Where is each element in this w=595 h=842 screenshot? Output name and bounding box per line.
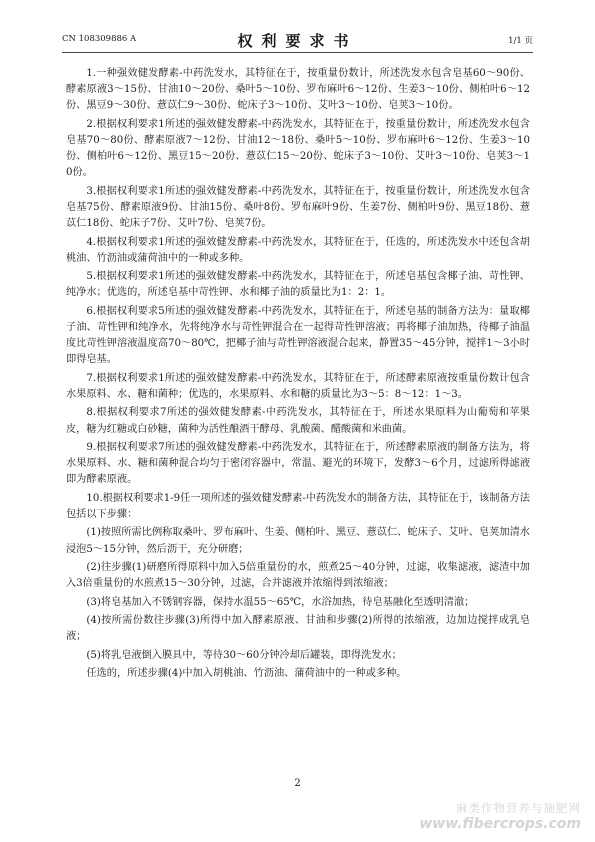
- claims-body: [66, 66, 530, 684]
- page-of-indicator: 1/1 页: [508, 36, 533, 46]
- method-step-5: (5)将乳皂液倒入膜具中，等待30～60分钟冷却后罐装，即得洗发水；: [86, 649, 402, 661]
- claim-7: 7.根据权利要求1所述的强效健发酵素-中药洗发水，其特征在于，所述酵素原液按重量份数计包含水果原料、水、糖和菌种；优选的，水果原料、水和糖的质量比为3～5：8～12：1～3。: [66, 372, 530, 400]
- claim-5: 5.根据权利要求1所述的强效健发酵素-中药洗发水，其特征在于，所述皂基包含椰子油、苛性钾、纯净水；优选的，所述皂基中苛性钾、水和椰子油的质量比为1：2：1。: [66, 271, 530, 299]
- watermark-site-name: 麻类作物营养与施肥网: [456, 801, 581, 815]
- claim-1: 1.一种强效健发酵素-中药洗发水，其特征在于，按重量份数计，所述洗发水包含皂基60～90份、酵素原液3～15份、甘油10～20份、桑叶5～10份、罗布麻叶6～12份、生姜3～10份、侧柏叶6～12份、黑豆9～30份、薏苡仁9～30份、蛇床子3～10份、艾叶3～10份、皂荚3～10份。: [66, 68, 530, 112]
- claim-4: 4.根据权利要求1所述的强效健发酵素-中药洗发水，其特征在于，任选的，所述洗发水中还包含胡桃油、竹沥油或蒲荷油中的一种或多种。: [66, 236, 530, 264]
- claim-6: 6.根据权利要求5所述的强效健发酵素-中药洗发水，其特征在于，所述皂基的制备方法为：量取椰子油、苛性钾和纯净水，先将纯净水与苛性钾混合在一起得苛性钾溶液；再将椰子油加热，待椰子油温度比苛性钾溶液温度高70～80℃，把椰子油与苛性钾溶液混合起来，静置35～45分钟，搅拌1～3小时即得皂基。: [66, 305, 530, 366]
- document-title: 权利要求书: [237, 32, 358, 50]
- page-header: [62, 30, 533, 50]
- method-optional-note: 任选的，所述步骤(4)中加入胡桃油、竹沥油、蒲荷油中的一种或多种。: [86, 667, 407, 679]
- page-number: 2: [294, 778, 301, 789]
- publication-number: CN 108309886 A: [62, 34, 137, 44]
- method-step-1: (1)按照所需比例称取桑叶、罗布麻叶、生姜、侧柏叶、黑豆、薏苡仁、蛇床子、艾叶、皂荚加清水浸泡5～15分钟，然后沥干，充分研磨；: [66, 527, 530, 555]
- method-step-2: (2)往步骤(1)研磨所得原料中加入5倍重量份的水，煎煮25～40分钟，过滤，收集滤液，滤渣中加入3倍重量份的水煎煮15～30分钟，过滤，合并滤液并浓缩得到浓缩液；: [66, 561, 530, 590]
- claim-8: 8.根据权利要求7所述的强效健发酵素-中药洗发水，其特征在于，所述水果原料为山葡萄和苹果皮，糖为红糖或白砂糖，菌种为活性酿酒干酵母、乳酸菌、醋酸菌和米曲菌。: [66, 407, 530, 435]
- site-watermark: [419, 800, 581, 832]
- claim-3: 3.根据权利要求1所述的强效健发酵素-中药洗发水，其特征在于，按重量份数计，所述洗发水包含皂基75份、酵素原液9份、甘油15份、桑叶8份、罗布麻叶9份、生姜7份、侧柏叶9份、黑豆18份、薏苡仁18份、蛇床子7份、艾叶7份、皂荚7份。: [66, 185, 530, 230]
- header-divider: [62, 52, 533, 53]
- claim-10: 10.根据权利要求1-9任一项所述的强效健发酵素-中药洗发水的制备方法，其特征在于，该制备方法包括以下步骤：: [66, 492, 530, 520]
- claim-9: 9.根据权利要求7所述的强效健发酵素-中药洗发水，其特征在于，所述酵素原液的制备方法为，将水果原料、水、糖和菌种混合均匀于密闭容器中，常温、避光的环境下，发酵3～6个月，过滤所得滤液即为酵素原液。: [66, 441, 530, 486]
- claim-2: 2.根据权利要求1所述的强效健发酵素-中药洗发水，其特征在于，按重量份数计，所述洗发水包含皂基70～80份、酵素原液7～12份、甘油12～18份、桑叶5～10份、罗布麻叶6～12份、生姜3～10份、侧柏叶6～12份、黑豆15～20份、薏苡仁15～20份、蛇床子3～10份、艾叶3～10份、皂荚3～10份。: [66, 118, 530, 179]
- watermark-url: www.fibercrops.com: [419, 816, 581, 832]
- method-step-4: (4)按所需份数往步骤(3)所得中加入酵素原液、甘油和步骤(2)所得的浓缩液，边加边搅拌成乳皂液；: [66, 614, 530, 643]
- method-step-3: (3)将皂基加入不锈钢容器，保持水温55～65℃，水浴加热，待皂基融化至透明清澈；: [86, 596, 475, 608]
